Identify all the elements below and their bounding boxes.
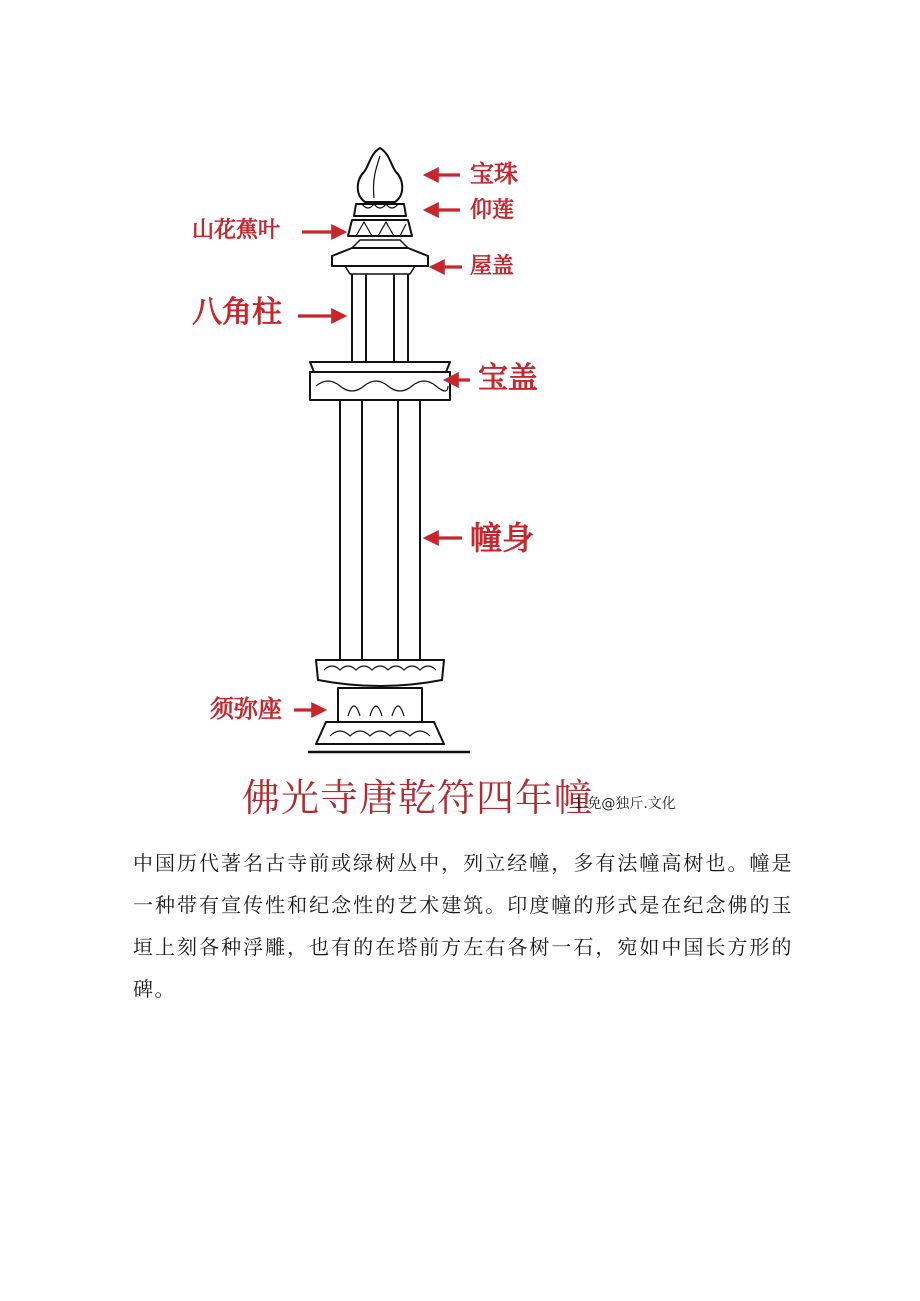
body-paragraph: 中国历代著名古寺前或绿树丛中，列立经幢，多有法幢高树也。幢是一种带有宣传性和纪念性的艺术建筑。印度幢的形式是在纪念佛的玉垣上刻各种浮雕，也有的在塔前方左右各树一石，宛如中国长方形的碑。 — [133, 851, 793, 1001]
label-yanglian: 仰莲 — [470, 198, 515, 223]
pedestal-base-shape — [316, 722, 444, 744]
octagonal-column-shape — [352, 274, 408, 362]
label-bajiaozhu: 八角柱 — [192, 295, 282, 330]
label-baozhu: 宝珠 — [470, 160, 518, 188]
pedestal-top-shape — [316, 660, 444, 686]
label-xumizuo: 须弥座 — [210, 695, 282, 723]
caption-title: 佛光寺唐乾符四年幢 — [242, 776, 594, 820]
pedestal-middle-shape — [338, 688, 422, 722]
label-baogai: 宝盖 — [478, 361, 538, 396]
caption-source: 1 免@独斤.文化 — [574, 796, 676, 812]
shaft-shape — [340, 400, 420, 660]
roof-cap-shape — [332, 248, 428, 266]
canopy-shape — [310, 362, 450, 372]
upward-lotus-shape — [354, 204, 406, 216]
label-shanhua: 山花蕉叶 — [192, 218, 281, 243]
label-chuangshen: 幢身 — [470, 519, 535, 557]
pillar-diagram — [180, 140, 560, 770]
figure-caption — [0, 775, 920, 825]
label-wugai: 屋盖 — [470, 254, 515, 279]
